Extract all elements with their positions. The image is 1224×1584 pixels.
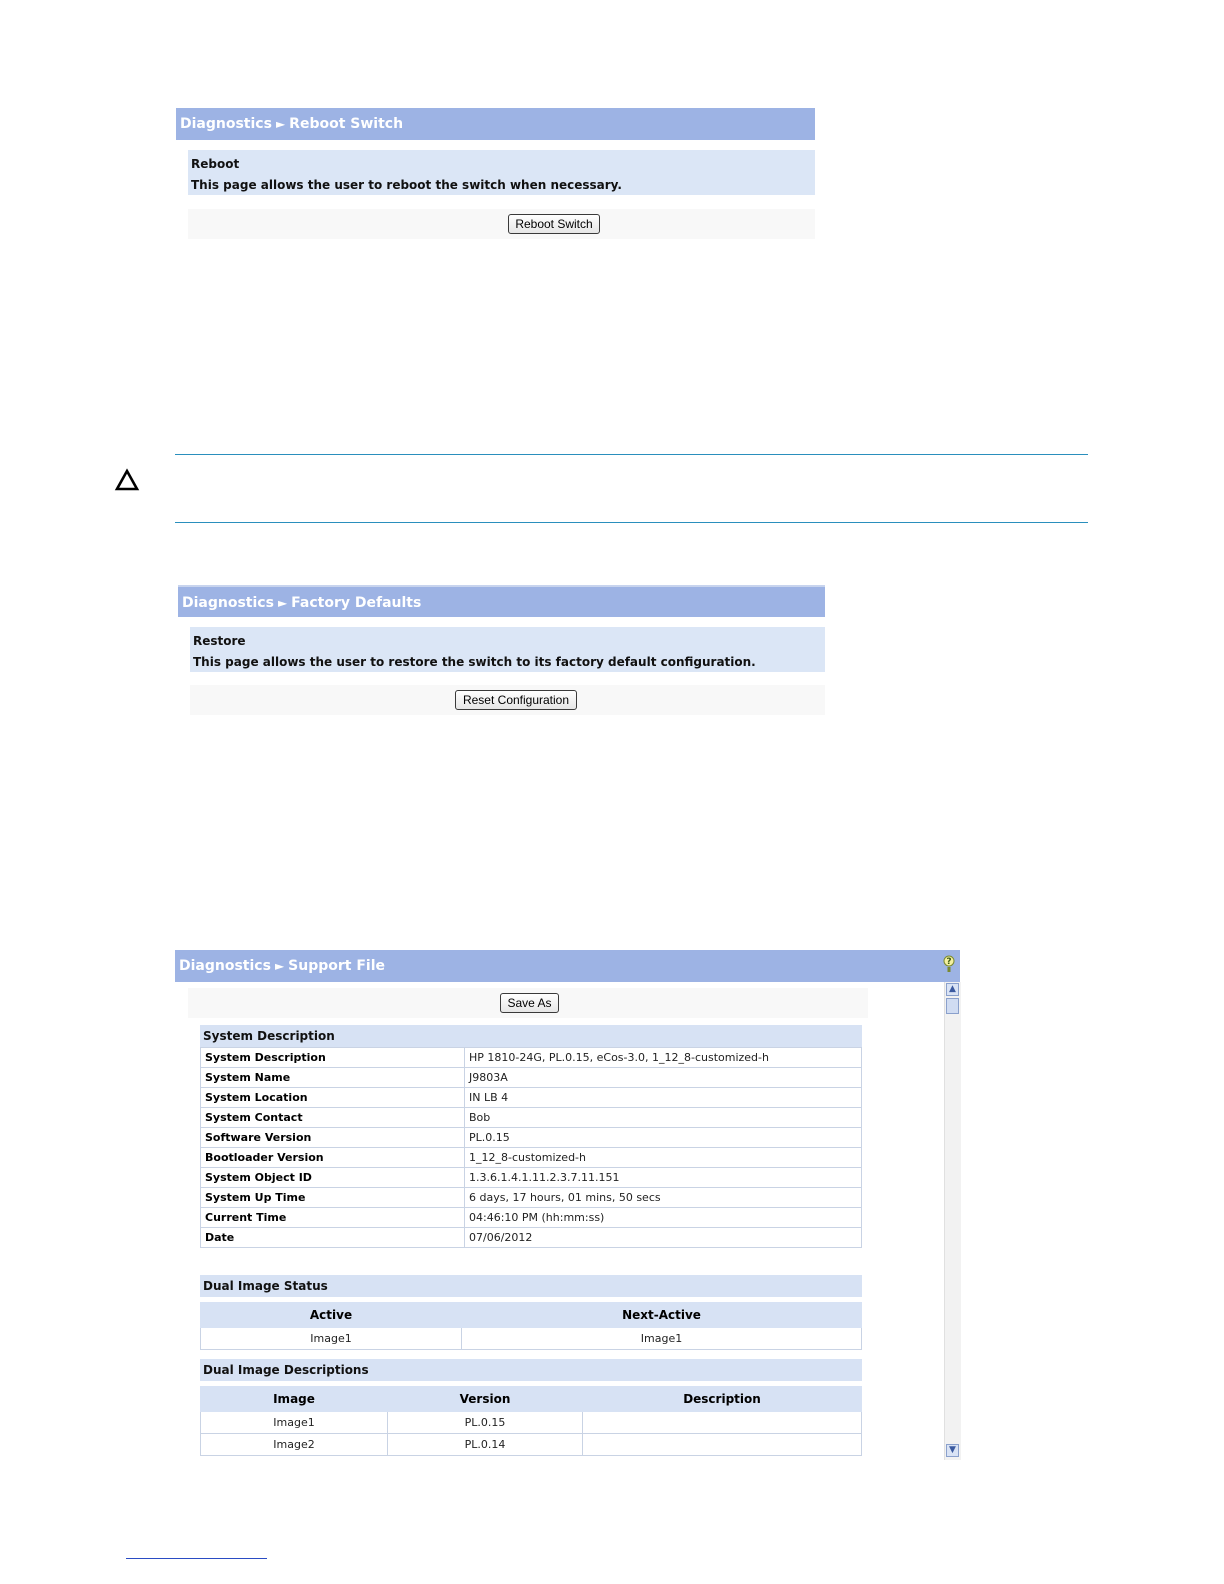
svg-text:?: ? <box>946 957 952 967</box>
breadcrumb-root[interactable]: Diagnostics <box>179 958 271 974</box>
breadcrumb-page: Support File <box>288 958 386 974</box>
row-key: Software Version <box>201 1128 465 1148</box>
dual-image-status-table <box>200 1302 862 1350</box>
save-as-button[interactable]: Save As <box>500 993 559 1013</box>
table-row <box>201 1434 862 1456</box>
row-key: System Object ID <box>201 1168 465 1188</box>
version-cell: PL.0.14 <box>388 1434 583 1456</box>
breadcrumb-root[interactable]: Diagnostics <box>180 116 272 132</box>
dual-image-status-header: Dual Image Status <box>200 1275 862 1297</box>
breadcrumb-arrow-icon: ► <box>275 117 286 131</box>
table-row <box>201 1168 862 1188</box>
table-row <box>201 1412 862 1434</box>
factory-info-text: This page allows the user to restore the switch to its factory default configuration. <box>193 655 756 669</box>
row-key: Current Time <box>201 1208 465 1228</box>
table-row <box>201 1088 862 1108</box>
image-cell: Image2 <box>201 1434 388 1456</box>
row-key: Bootloader Version <box>201 1148 465 1168</box>
row-key: System Name <box>201 1068 465 1088</box>
row-value: 1.3.6.1.4.1.11.2.3.7.11.151 <box>465 1168 862 1188</box>
reboot-button-row <box>188 209 815 239</box>
row-key: System Up Time <box>201 1188 465 1208</box>
reboot-panel-header <box>176 108 815 140</box>
table-row <box>201 1128 862 1148</box>
table-row <box>201 1108 862 1128</box>
caution-top-rule <box>175 454 1088 455</box>
row-value: 6 days, 17 hours, 01 mins, 50 secs <box>465 1188 862 1208</box>
support-panel-header <box>175 950 960 982</box>
row-key: System Description <box>201 1048 465 1068</box>
description-cell <box>583 1434 862 1456</box>
table-row <box>201 1208 862 1228</box>
table-row <box>201 1148 862 1168</box>
table-row <box>201 1068 862 1088</box>
column-header-description: Description <box>583 1387 862 1412</box>
row-value: 04:46:10 PM (hh:mm:ss) <box>465 1208 862 1228</box>
factory-info-box <box>190 627 825 672</box>
reboot-info-text: This page allows the user to reboot the switch when necessary. <box>191 178 622 192</box>
scroll-up-icon[interactable]: ▲ <box>946 983 959 996</box>
row-value: IN LB 4 <box>465 1088 862 1108</box>
dual-image-descriptions-table <box>200 1386 862 1456</box>
breadcrumb-page: Reboot Switch <box>289 116 404 132</box>
footnote-rule <box>126 1558 267 1559</box>
factory-panel-header <box>178 585 825 617</box>
row-key: System Location <box>201 1088 465 1108</box>
row-value: J9803A <box>465 1068 862 1088</box>
caution-bottom-rule <box>175 522 1088 523</box>
reboot-switch-button[interactable]: Reboot Switch <box>508 214 600 234</box>
version-cell: PL.0.15 <box>388 1412 583 1434</box>
description-cell <box>583 1412 862 1434</box>
system-description-table <box>200 1047 862 1248</box>
row-value: PL.0.15 <box>465 1128 862 1148</box>
vertical-scrollbar[interactable] <box>944 982 961 1460</box>
active-image-cell: Image1 <box>201 1328 462 1350</box>
row-key: System Contact <box>201 1108 465 1128</box>
row-value: Bob <box>465 1108 862 1128</box>
next-active-image-cell: Image1 <box>462 1328 862 1350</box>
system-description-header: System Description <box>200 1025 862 1047</box>
reboot-info-title: Reboot <box>191 157 240 171</box>
column-header-image: Image <box>201 1387 388 1412</box>
row-value: 1_12_8-customized-h <box>465 1148 862 1168</box>
column-header-version: Version <box>388 1387 583 1412</box>
dual-image-descriptions-header: Dual Image Descriptions <box>200 1359 862 1381</box>
reset-configuration-button[interactable]: Reset Configuration <box>455 690 577 710</box>
breadcrumb-root[interactable]: Diagnostics <box>182 595 274 611</box>
column-header-active: Active <box>201 1303 462 1328</box>
row-key: Date <box>201 1228 465 1248</box>
row-value: HP 1810-24G, PL.0.15, eCos-3.0, 1_12_8-customized-h <box>465 1048 862 1068</box>
breadcrumb-arrow-icon: ► <box>274 959 285 973</box>
table-row <box>201 1048 862 1068</box>
scroll-thumb[interactable] <box>946 998 959 1014</box>
column-header-next-active: Next-Active <box>462 1303 862 1328</box>
table-row <box>201 1228 862 1248</box>
breadcrumb-page: Factory Defaults <box>291 595 422 611</box>
caution-triangle-icon <box>114 468 140 492</box>
table-row <box>201 1188 862 1208</box>
help-icon[interactable] <box>941 955 957 973</box>
image-cell: Image1 <box>201 1412 388 1434</box>
factory-info-title: Restore <box>193 634 246 648</box>
table-row <box>201 1328 862 1350</box>
breadcrumb-arrow-icon: ► <box>277 596 288 610</box>
row-value: 07/06/2012 <box>465 1228 862 1248</box>
reboot-info-box <box>188 150 815 195</box>
scroll-down-icon[interactable]: ▼ <box>946 1444 959 1457</box>
